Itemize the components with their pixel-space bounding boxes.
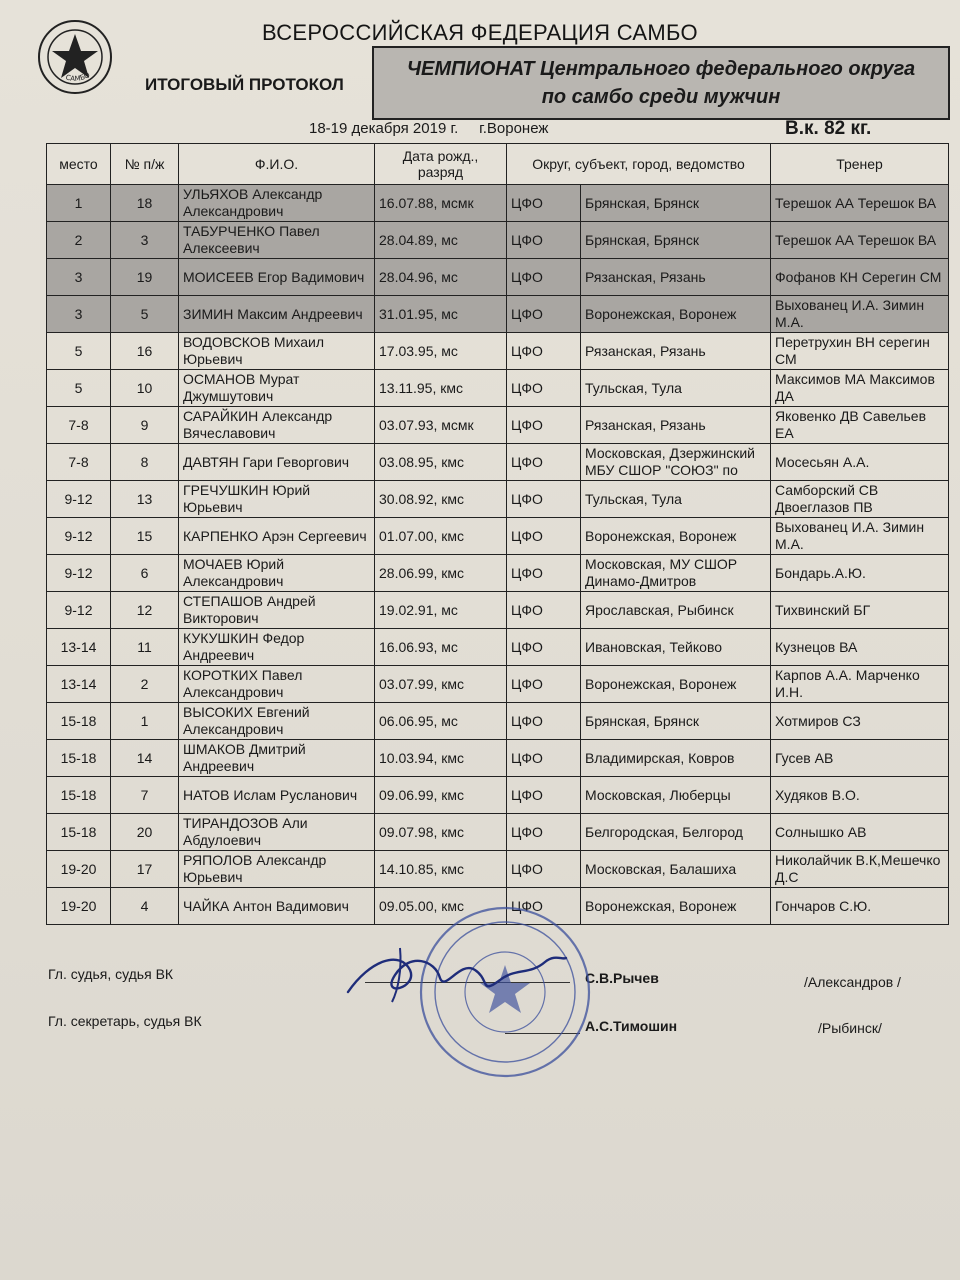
cell-birth: 09.05.00, кмс	[375, 888, 507, 925]
cell-birth: 13.11.95, кмс	[375, 370, 507, 407]
cell-birth: 31.01.95, мс	[375, 296, 507, 333]
cell-number: 10	[111, 370, 179, 407]
cell-district: ЦФО	[507, 851, 581, 888]
cell-district: ЦФО	[507, 666, 581, 703]
cell-number: 14	[111, 740, 179, 777]
cell-coach: Хотмиров СЗ	[771, 703, 949, 740]
cell-district: ЦФО	[507, 703, 581, 740]
table-row	[47, 518, 949, 555]
table-row	[47, 222, 949, 259]
cell-coach: Бондарь.А.Ю.	[771, 555, 949, 592]
cell-name: УЛЬЯХОВ Александр Александрович	[179, 185, 375, 222]
secretary-name: А.С.Тимошин	[585, 1018, 678, 1034]
cell-birth: 16.07.88, мсмк	[375, 185, 507, 222]
table-row	[47, 259, 949, 296]
cell-number: 6	[111, 555, 179, 592]
cell-birth: 09.06.99, кмс	[375, 777, 507, 814]
cell-birth: 30.08.92, кмс	[375, 481, 507, 518]
cell-name: КАРПЕНКО Арэн Сергеевич	[179, 518, 375, 555]
cell-coach: Фофанов КН Серегин СМ	[771, 259, 949, 296]
secretary-label: Гл. секретарь, судья ВК	[48, 1013, 202, 1029]
col-name: Ф.И.О.	[179, 144, 375, 185]
cell-district: ЦФО	[507, 518, 581, 555]
cell-number: 1	[111, 703, 179, 740]
dates-place: 18-19 декабря 2019 г. г.Воронеж	[309, 120, 549, 137]
cell-region: Владимирская, Ковров	[581, 740, 771, 777]
cell-place: 7-8	[47, 444, 111, 481]
table-row	[47, 703, 949, 740]
cell-birth: 01.07.00, кмс	[375, 518, 507, 555]
cell-district: ЦФО	[507, 888, 581, 925]
cell-coach: Выхованец И.А. Зимин М.А.	[771, 518, 949, 555]
cell-place: 3	[47, 296, 111, 333]
cell-district: ЦФО	[507, 814, 581, 851]
cell-region: Московская, Балашиха	[581, 851, 771, 888]
table-row	[47, 777, 949, 814]
table-row	[47, 333, 949, 370]
table-row	[47, 851, 949, 888]
cell-name: КОРОТКИХ Павел Александрович	[179, 666, 375, 703]
results-body	[47, 185, 949, 925]
cell-place: 13-14	[47, 666, 111, 703]
cell-coach: Тихвинский БГ	[771, 592, 949, 629]
cell-place: 7-8	[47, 407, 111, 444]
cell-birth: 14.10.85, кмс	[375, 851, 507, 888]
table-row	[47, 185, 949, 222]
cell-birth: 28.04.96, мс	[375, 259, 507, 296]
cell-name: ОСМАНОВ Мурат Джумшутович	[179, 370, 375, 407]
cell-name: КУКУШКИН Федор Андреевич	[179, 629, 375, 666]
cell-number: 16	[111, 333, 179, 370]
cell-place: 15-18	[47, 814, 111, 851]
table-row	[47, 666, 949, 703]
table-row	[47, 296, 949, 333]
cell-number: 13	[111, 481, 179, 518]
cell-district: ЦФО	[507, 629, 581, 666]
cell-place: 15-18	[47, 777, 111, 814]
judge-name: С.В.Рычев	[585, 970, 659, 986]
cell-coach: Гусев АВ	[771, 740, 949, 777]
cell-region: Воронежская, Воронеж	[581, 518, 771, 555]
cell-name: ВЫСОКИХ Евгений Александрович	[179, 703, 375, 740]
cell-name: МОЧАЕВ Юрий Александрович	[179, 555, 375, 592]
cell-name: РЯПОЛОВ Александр Юрьевич	[179, 851, 375, 888]
cell-district: ЦФО	[507, 777, 581, 814]
cell-coach: Кузнецов ВА	[771, 629, 949, 666]
cell-region: Ярославская, Рыбинск	[581, 592, 771, 629]
cell-place: 1	[47, 185, 111, 222]
cell-number: 8	[111, 444, 179, 481]
cell-birth: 03.07.93, мсмк	[375, 407, 507, 444]
cell-coach: Худяков В.О.	[771, 777, 949, 814]
cell-region: Ивановская, Тейково	[581, 629, 771, 666]
col-coach: Тренер	[771, 144, 949, 185]
table-header-row	[47, 144, 949, 185]
cell-number: 3	[111, 222, 179, 259]
table-row	[47, 740, 949, 777]
cell-district: ЦФО	[507, 592, 581, 629]
cell-region: Брянская, Брянск	[581, 185, 771, 222]
cell-coach: Выхованец И.А. Зимин М.А.	[771, 296, 949, 333]
cell-name: ШМАКОВ Дмитрий Андреевич	[179, 740, 375, 777]
table-row	[47, 814, 949, 851]
cell-birth: 03.08.95, кмс	[375, 444, 507, 481]
cell-place: 15-18	[47, 703, 111, 740]
col-birth: Дата рожд., разряд	[375, 144, 507, 185]
federation-title: ВСЕРОССИЙСКАЯ ФЕДЕРАЦИЯ САМБО	[262, 20, 698, 45]
cell-district: ЦФО	[507, 296, 581, 333]
cell-region: Воронежская, Воронеж	[581, 888, 771, 925]
cell-birth: 06.06.95, мс	[375, 703, 507, 740]
table-row	[47, 407, 949, 444]
cell-district: ЦФО	[507, 407, 581, 444]
cell-number: 9	[111, 407, 179, 444]
cell-district: ЦФО	[507, 444, 581, 481]
logo-text: САМБО	[64, 70, 92, 84]
championship-title: ЧЕМПИОНАТ Центрального федерального округа по самбо среди мужчин	[406, 58, 916, 108]
weight-category: В.к. 82 кг.	[785, 118, 872, 139]
cell-name: ЗИМИН Максим Андреевич	[179, 296, 375, 333]
table-row	[47, 629, 949, 666]
cell-number: 12	[111, 592, 179, 629]
protocol-title: ИТОГОВЫЙ ПРОТОКОЛ	[145, 75, 344, 94]
cell-coach: Перетрухин ВН серегин СМ	[771, 333, 949, 370]
cell-name: НАТОВ Ислам Русланович	[179, 777, 375, 814]
cell-district: ЦФО	[507, 222, 581, 259]
cell-coach: Яковенко ДВ Савельев ЕА	[771, 407, 949, 444]
cell-name: СТЕПАШОВ Андрей Викторович	[179, 592, 375, 629]
cell-name: ГРЕЧУШКИН Юрий Юрьевич	[179, 481, 375, 518]
cell-number: 4	[111, 888, 179, 925]
cell-region: Московская, МУ СШОР Динамо-Дмитров	[581, 555, 771, 592]
table-row	[47, 444, 949, 481]
cell-place: 13-14	[47, 629, 111, 666]
cell-district: ЦФО	[507, 370, 581, 407]
cell-coach: Карпов А.А. Марченко И.Н.	[771, 666, 949, 703]
cell-birth: 03.07.99, кмс	[375, 666, 507, 703]
cell-name: ДАВТЯН Гари Геворгович	[179, 444, 375, 481]
col-place: место	[47, 144, 111, 185]
cell-district: ЦФО	[507, 259, 581, 296]
cell-place: 19-20	[47, 888, 111, 925]
cell-region: Белгородская, Белгород	[581, 814, 771, 851]
cell-number: 19	[111, 259, 179, 296]
judge-city: /Александров /	[804, 974, 901, 990]
cell-number: 11	[111, 629, 179, 666]
cell-name: ТАБУРЧЕНКО Павел Алексеевич	[179, 222, 375, 259]
cell-region: Рязанская, Рязань	[581, 333, 771, 370]
cell-region: Брянская, Брянск	[581, 703, 771, 740]
judge-signature	[340, 940, 570, 1010]
cell-region: Рязанская, Рязань	[581, 259, 771, 296]
cell-place: 19-20	[47, 851, 111, 888]
cell-coach: Солнышко АВ	[771, 814, 949, 851]
table-row	[47, 592, 949, 629]
col-region: Округ, субъект, город, ведомство	[507, 144, 771, 185]
cell-region: Воронежская, Воронеж	[581, 666, 771, 703]
cell-birth: 17.03.95, мс	[375, 333, 507, 370]
cell-place: 9-12	[47, 481, 111, 518]
cell-district: ЦФО	[507, 555, 581, 592]
cell-coach: Терешок АА Терешок ВА	[771, 222, 949, 259]
sambo-logo	[36, 18, 114, 96]
cell-birth: 16.06.93, мс	[375, 629, 507, 666]
cell-number: 7	[111, 777, 179, 814]
cell-coach: Мосесьян А.А.	[771, 444, 949, 481]
cell-number: 15	[111, 518, 179, 555]
cell-district: ЦФО	[507, 481, 581, 518]
table-row	[47, 555, 949, 592]
results-table	[46, 143, 949, 925]
cell-region: Московская, Люберцы	[581, 777, 771, 814]
cell-birth: 19.02.91, мс	[375, 592, 507, 629]
table-row	[47, 370, 949, 407]
cell-district: ЦФО	[507, 740, 581, 777]
cell-number: 17	[111, 851, 179, 888]
cell-place: 9-12	[47, 592, 111, 629]
cell-region: Тульская, Тула	[581, 370, 771, 407]
cell-birth: 28.06.99, кмс	[375, 555, 507, 592]
cell-region: Брянская, Брянск	[581, 222, 771, 259]
cell-region: Воронежская, Воронеж	[581, 296, 771, 333]
cell-coach: Максимов МА Максимов ДА	[771, 370, 949, 407]
cell-region: Московская, Дзержинский МБУ СШОР "СОЮЗ" по	[581, 444, 771, 481]
cell-coach: Терешок АА Терешок ВА	[771, 185, 949, 222]
cell-region: Рязанская, Рязань	[581, 407, 771, 444]
championship-box	[372, 46, 950, 120]
cell-coach: Самборский СВ Двоеглазов ПВ	[771, 481, 949, 518]
cell-place: 9-12	[47, 518, 111, 555]
cell-birth: 09.07.98, кмс	[375, 814, 507, 851]
cell-region: Тульская, Тула	[581, 481, 771, 518]
cell-number: 20	[111, 814, 179, 851]
secretary-city: /Рыбинск/	[818, 1020, 882, 1036]
cell-number: 5	[111, 296, 179, 333]
cell-name: ЧАЙКА Антон Вадимович	[179, 888, 375, 925]
judge-label: Гл. судья, судья ВК	[48, 966, 174, 982]
cell-place: 15-18	[47, 740, 111, 777]
cell-birth: 28.04.89, мс	[375, 222, 507, 259]
table-row	[47, 481, 949, 518]
cell-place: 2	[47, 222, 111, 259]
cell-place: 9-12	[47, 555, 111, 592]
cell-name: САРАЙКИН Александр Вячеславович	[179, 407, 375, 444]
cell-coach: Николайчик В.К,Мешечко Д.С	[771, 851, 949, 888]
cell-district: ЦФО	[507, 185, 581, 222]
cell-name: МОИСЕЕВ Егор Вадимович	[179, 259, 375, 296]
cell-place: 5	[47, 333, 111, 370]
cell-birth: 10.03.94, кмс	[375, 740, 507, 777]
cell-place: 3	[47, 259, 111, 296]
cell-number: 18	[111, 185, 179, 222]
col-number: № п/ж	[111, 144, 179, 185]
cell-place: 5	[47, 370, 111, 407]
cell-coach: Гончаров С.Ю.	[771, 888, 949, 925]
cell-number: 2	[111, 666, 179, 703]
cell-district: ЦФО	[507, 333, 581, 370]
cell-name: ТИРАНДОЗОВ Али Абдулоевич	[179, 814, 375, 851]
cell-name: ВОДОВСКОВ Михаил Юрьевич	[179, 333, 375, 370]
